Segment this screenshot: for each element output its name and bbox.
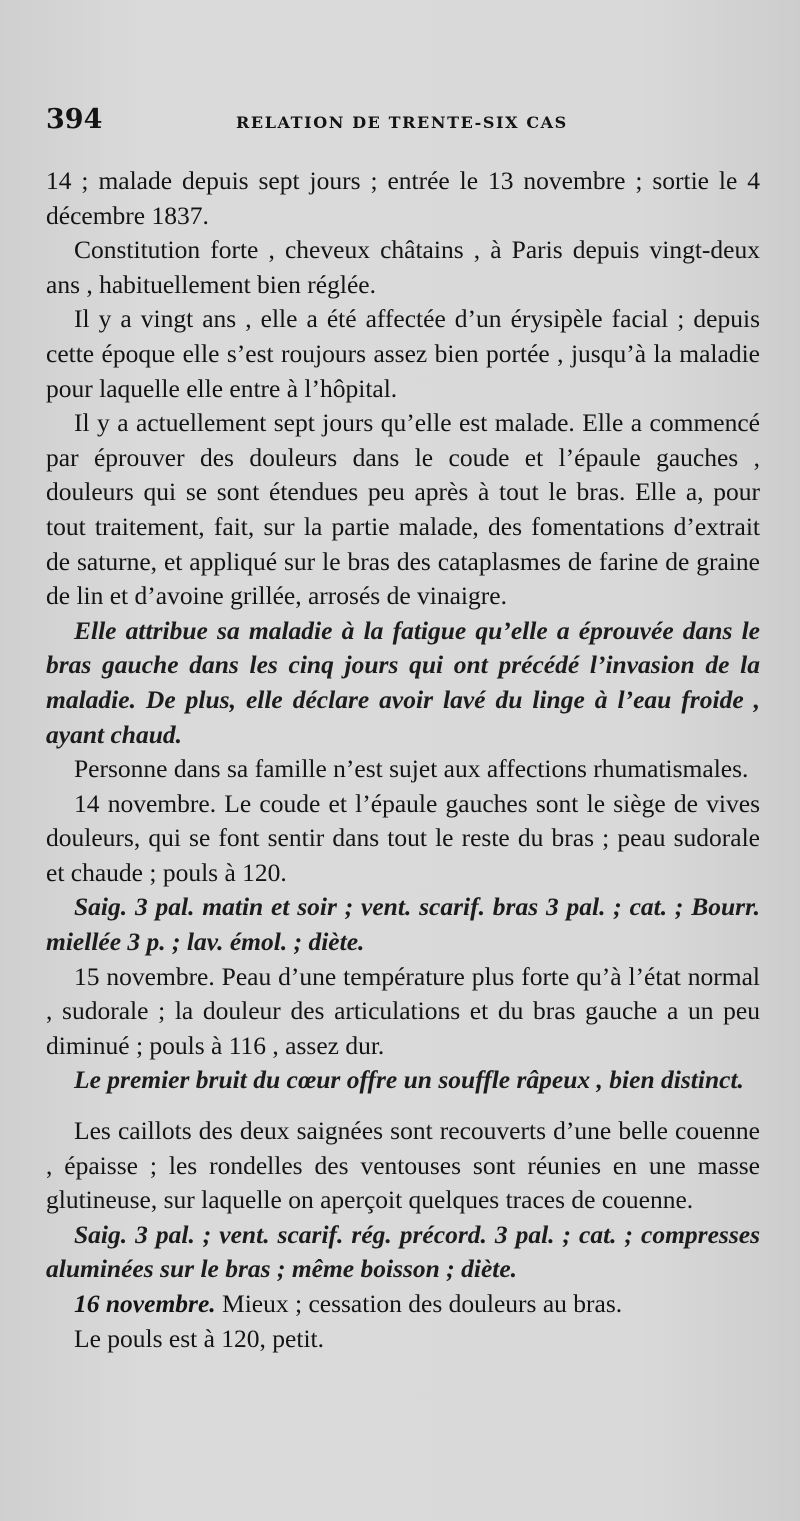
page-body (46, 164, 760, 1356)
page-number: 394 (46, 104, 103, 135)
paragraph-clots: Les caillots des deux saignées sont recouverts d’une belle couenne , épaisse ; les rondelles des ventouses sont réunies en une masse glutineuse, sur laquelle on aperçoit quelques traces de couenne. (46, 1116, 760, 1215)
paragraph-pulse: Le pouls est à 120, petit. (74, 1323, 324, 1353)
paragraph-treatment-nov-15: Saig. 3 pal. ; vent. scarif. rég. précord. 3 pal. ; cat. ; compresses aluminées sur le bras ; même boisson ; diète. (46, 1219, 760, 1284)
paragraph-treatment-nov-14: Saig. 3 pal. matin et soir ; vent. scarif. bras 3 pal. ; cat. ; Bourr. miellée 3 p. ; lav. émol. ; diète. (46, 892, 760, 957)
page-header (46, 104, 760, 150)
running-head: RELATION DE TRENTE-SIX CAS (236, 113, 568, 132)
paragraph-onset: Il y a actuellement sept jours qu’elle est malade. Elle a commencé par éprouver des douleurs dans le coude et l’épaule gauches , douleurs qui se sont étendues peu après à tout le bras. Elle a, pour tout traitement, fait, sur la partie malade, des fomentations d’extrait de saturne, et appliqué sur le bras des cataplasmes de farine de graine de lin et d’avoine grillée, arrosés de vinaigre. (46, 408, 760, 611)
paragraph-gap (46, 1098, 760, 1114)
nov-16-text: Mieux ; cessation des douleurs au bras. (215, 1289, 623, 1318)
paragraph-case-number: 14 ; malade depuis sept jours ; entrée le 13 novembre ; sortie le 4 décembre 1837. (46, 166, 760, 230)
paragraph-family: Personne dans sa famille n’est sujet aux affections rhumatismales. (74, 754, 749, 784)
paragraph-nov-14: 14 novembre. Le coude et l’épaule gauches sont le siège de vives douleurs, qui se font sentir dans tout le reste du bras ; peau sudorale et chaude ; pouls à 120. (46, 788, 760, 887)
paragraph-nov-16 (46, 1287, 760, 1322)
paragraph-cause: Elle attribue sa maladie à la fatigue qu’elle a éprouvée dans le bras gauche dans les cinq jours qui ont précédé l’invasion de la maladie. De plus, elle déclare avoir lavé du linge à l’eau froide , ayant chaud. (46, 615, 760, 749)
paragraph-history: Il y a vingt ans , elle a été affectée d’un érysipèle facial ; depuis cette époque elle s’est roujours assez bien portée , jusqu’à la maladie pour laquelle elle entre à l’hôpital. (46, 304, 760, 403)
paragraph-nov-15: 15 novembre. Peau d’une température plus forte qu’à l’état normal , sudorale ; la douleur des articulations et du bras gauche a un peu diminué ; pouls à 116 , assez dur. (46, 961, 760, 1060)
paragraph-heart-sound: Le premier bruit du cœur offre un souffle râpeux , bien distinct. (74, 1065, 744, 1095)
date-nov-16: 16 novembre. (74, 1289, 216, 1318)
paragraph-constitution: Constitution forte , cheveux châtains , à Paris depuis vingt-deux ans , habituellement bien réglée. (46, 235, 760, 299)
